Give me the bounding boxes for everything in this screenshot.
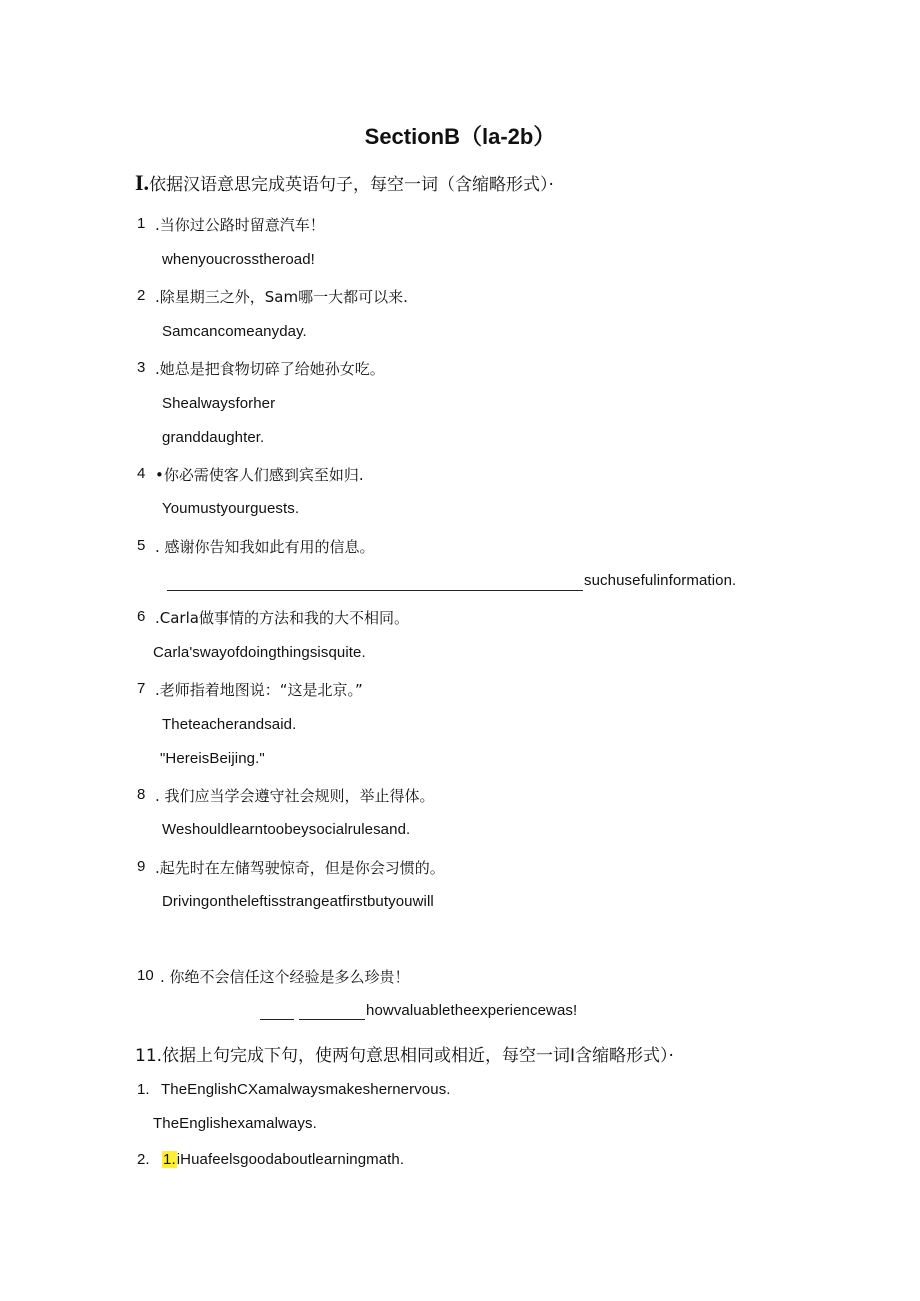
item-9-number: 9 [137,858,146,875]
section-2-heading: 11.依据上句完成下句，使两句意思相同或相近，每空一词I含缩略形式）· [135,1046,674,1066]
item-1-number: 1 [137,215,146,232]
item-6-chinese: .Carla做事情的方法和我的大不相同。 [155,609,409,627]
item-6-number: 6 [137,608,146,625]
page-title: SectionB（la-2b） [364,124,556,149]
section-2-item-2-line-1 [162,1151,404,1168]
item-3-english-line-2: granddaughter. [162,429,265,446]
item-5-chinese: . 感谢你告知我如此有用的信息。 [155,538,375,556]
section-1-heading [135,170,554,196]
item-7-chinese: .老师指着地图说：“这是北京。” [155,681,363,699]
item-5-answer-blank [167,590,583,591]
item-8-number: 8 [137,786,146,803]
item-5-english: suchusefulinformation. [584,572,737,589]
section-1-heading-text: 依据汉语意思完成英语句子，每空一词（含缩略形式）· [149,175,554,195]
section-2-item-2-number: 2. [137,1151,150,1168]
item-9-english: Drivingontheleftisstrangeatfirstbutyouwill [162,893,434,910]
item-6-english: Carla'swayofdoingthingsisquite. [153,644,366,661]
item-7-english-line-1: Theteacherandsaid. [162,716,297,733]
item-7-english-line-2: "HereisBeijing." [160,750,265,767]
item-5-number: 5 [137,537,146,554]
item-3-number: 3 [137,359,146,376]
section-1-roman-numeral: I. [135,170,150,195]
item-2-chinese: .除星期三之外，Sam哪一大都可以来. [155,288,408,306]
item-1-chinese: .当你过公路时留意汽车！ [155,216,325,234]
item-7-number: 7 [137,680,146,697]
item-8-english: Weshouldlearntoobeysocialrulesand. [162,821,411,838]
item-10-english: howvaluabletheexperiencewas! [366,1002,578,1019]
item-1-english: whenyoucrosstheroad! [162,251,315,268]
section-2-item-1-line-1: TheEnglishCXamalwaysmakeshernervous. [161,1081,451,1098]
highlighted-text: 1. [163,1151,176,1168]
item-4-number: 4 [137,465,146,482]
item-10-answer-blank-2 [299,1019,365,1020]
section-2-item-1-line-2: TheEnglishexamalways. [153,1115,317,1132]
item-10-number: 10 [137,967,154,984]
section-2-item-1-number: 1. [137,1081,150,1098]
item-3-chinese: .她总是把食物切碎了给她孙女吃。 [155,360,385,378]
item-10-chinese: . 你绝不会信任这个经验是多么珍贵！ [160,968,410,986]
item-8-chinese: . 我们应当学会遵守社会规则，举止得体。 [155,787,435,805]
item-3-english-line-1: Shealwaysforher [162,395,276,412]
item-2-english: Samcancomeanyday. [162,323,307,340]
item-4-english: Youmustyourguests. [162,500,300,517]
section-2-item-2-text: iHuafeelsgoodaboutlearningmath. [176,1151,405,1168]
item-10-answer-blank-1 [260,1019,294,1020]
item-9-chinese: .起先时在左储驾驶惊奇，但是你会习惯的。 [155,859,445,877]
item-2-number: 2 [137,287,146,304]
item-4-chinese: •你必需使客人们感到宾至如归. [155,466,364,484]
